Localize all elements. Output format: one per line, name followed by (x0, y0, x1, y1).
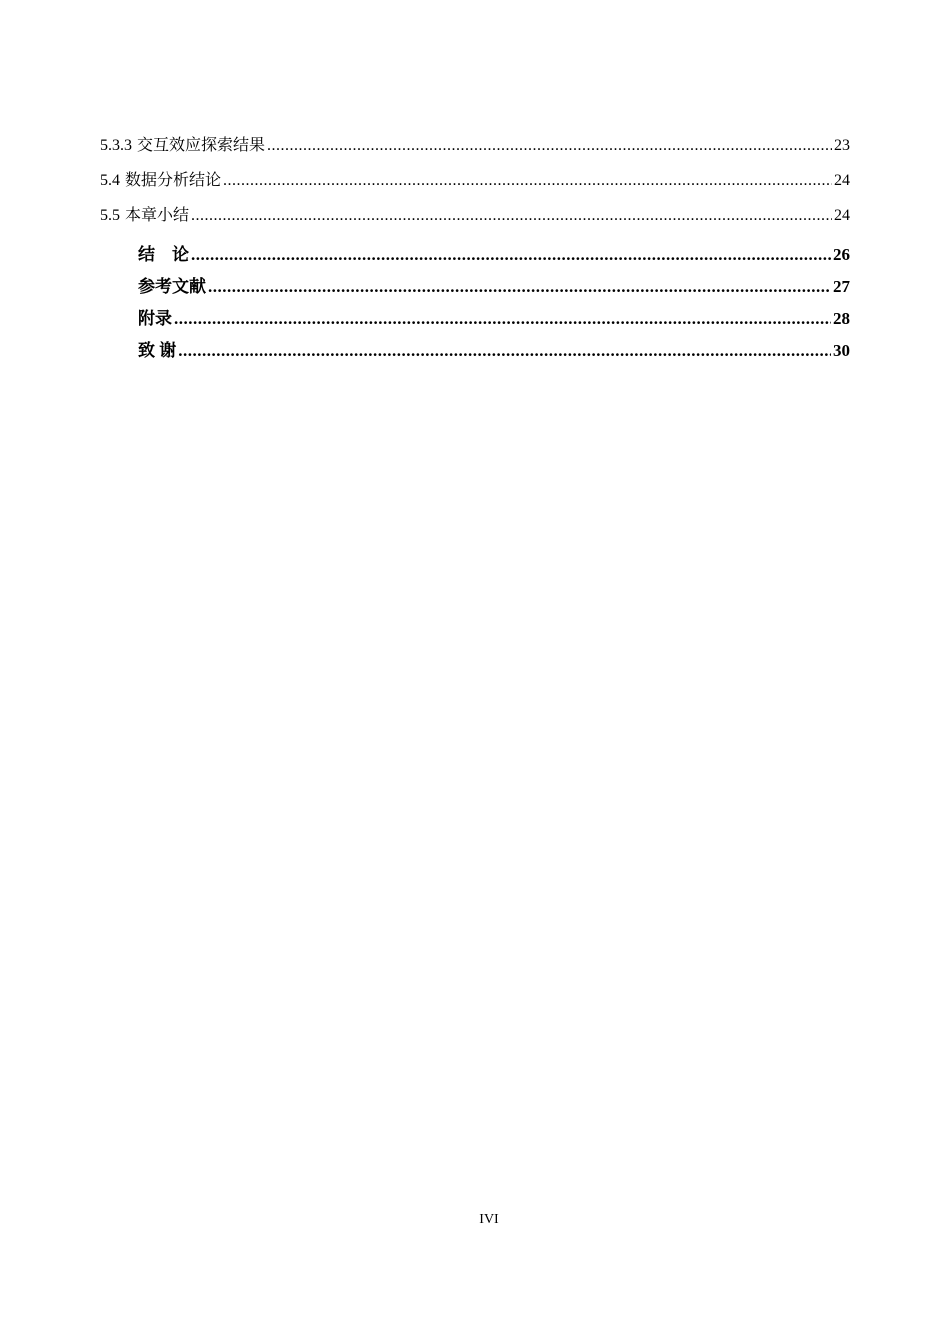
toc-entry-number: 5.3.3 (100, 137, 132, 154)
dot-leader (191, 203, 832, 229)
toc-entry-page: 24 (834, 207, 850, 224)
toc-entry-page: 23 (834, 137, 850, 154)
dot-leader (178, 338, 831, 364)
toc-entry-title: 交互效应探索结果 (137, 137, 266, 154)
dot-leader (191, 242, 831, 268)
toc-entry-acknowledgements[interactable] (100, 338, 850, 370)
toc-entry-title: 参考文献 (138, 277, 206, 296)
toc-entry-number: 5.5 (100, 207, 120, 224)
toc-entry-page: 26 (833, 245, 850, 264)
toc-entry-title: 附录 (138, 309, 172, 328)
toc-entry-label (100, 168, 221, 194)
toc-entry-title: 数据分析结论 (125, 172, 222, 189)
toc-entry-page: 28 (833, 309, 850, 328)
toc-entry-label (100, 133, 265, 159)
toc-entry-title: 本章小结 (125, 207, 190, 224)
toc-entry-label (100, 203, 189, 229)
toc-entry-references[interactable] (100, 274, 850, 306)
dot-leader (174, 306, 831, 332)
toc-entry[interactable] (100, 203, 850, 238)
dot-leader (223, 168, 832, 194)
dot-leader (267, 133, 832, 159)
toc-entry-number: 5.4 (100, 172, 120, 189)
toc-entry-page: 24 (834, 172, 850, 189)
toc-entry-conclusion[interactable] (100, 242, 850, 274)
dot-leader (208, 274, 831, 300)
toc-entry-title: 致 谢 (138, 341, 177, 360)
toc-entry[interactable] (100, 133, 850, 168)
page-number: IVI (479, 1212, 499, 1227)
toc-entry-appendix[interactable] (100, 306, 850, 338)
toc-entry-title: 结 论 (138, 245, 189, 264)
toc-entry-page: 27 (833, 277, 850, 296)
toc-entry[interactable] (100, 168, 850, 203)
toc-entry-page: 30 (833, 341, 850, 360)
table-of-contents (100, 133, 850, 370)
